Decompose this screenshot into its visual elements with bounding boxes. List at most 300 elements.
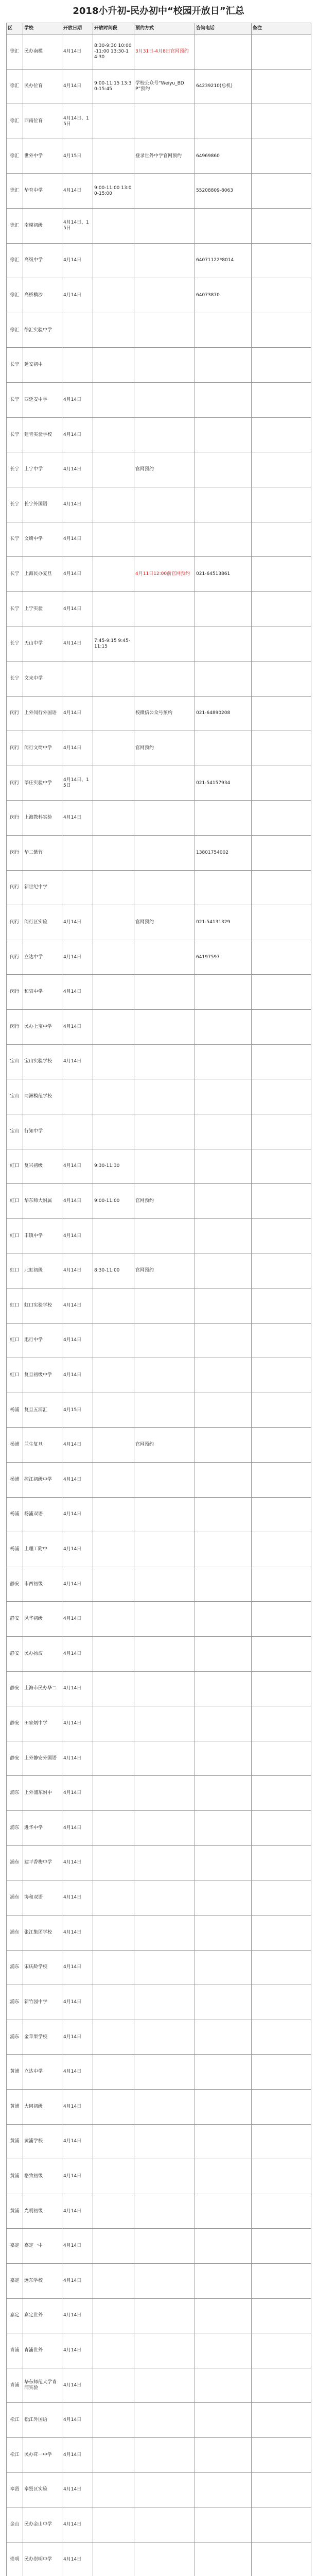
cell-date: 4月14日 <box>62 2159 93 2194</box>
cell-phone <box>195 1671 252 1706</box>
cell-date: 4月14日 <box>62 591 93 626</box>
table-row <box>7 452 311 487</box>
cell-note <box>252 557 311 592</box>
cell-time <box>93 1776 134 1811</box>
cell-reserve <box>134 1671 195 1706</box>
cell-reserve: 官网预约 <box>134 452 195 487</box>
cell-date: 4月14日 <box>62 1149 93 1184</box>
cell-note <box>252 348 311 383</box>
cell-time <box>93 591 134 626</box>
cell-district: 杨浦 <box>7 1428 23 1463</box>
cell-note <box>252 1218 311 1253</box>
cell-school: 张江集团学校 <box>23 1915 62 1950</box>
cell-district: 黄浦 <box>7 2124 23 2159</box>
cell-time <box>93 2055 134 2090</box>
cell-reserve <box>134 1079 195 1114</box>
cell-time: 8:30-11:00 <box>93 1253 134 1289</box>
cell-time <box>93 1532 134 1567</box>
cell-time <box>93 1288 134 1323</box>
cell-phone: 64969860 <box>195 139 252 174</box>
cell-time <box>93 801 134 836</box>
cell-school: 金苹果学校 <box>23 2020 62 2055</box>
table-row <box>7 522 311 557</box>
cell-date: 4月14日 <box>62 2542 93 2576</box>
table-row <box>7 2507 311 2543</box>
cell-time <box>93 139 134 174</box>
cell-date: 4月14日 <box>62 1741 93 1776</box>
cell-note <box>252 1288 311 1323</box>
cell-time <box>93 2507 134 2543</box>
cell-phone <box>195 1637 252 1672</box>
cell-school: 西南位育 <box>23 104 62 139</box>
cell-note <box>252 278 311 313</box>
cell-district: 徐汇 <box>7 139 23 174</box>
cell-district: 奉贤 <box>7 2472 23 2507</box>
cell-school: 立达中学 <box>23 940 62 975</box>
cell-district: 松江 <box>7 2403 23 2438</box>
cell-reserve <box>134 2089 195 2124</box>
cell-note <box>252 2089 311 2124</box>
cell-reserve <box>134 836 195 871</box>
cell-reserve <box>134 313 195 348</box>
cell-school: 民办南模 <box>23 35 62 70</box>
cell-time <box>93 940 134 975</box>
cell-reserve: 4月11日12:00前官网预约 <box>134 557 195 592</box>
table-row <box>7 1079 311 1114</box>
cell-district: 静安 <box>7 1602 23 1637</box>
cell-date: 4月14日 <box>62 1706 93 1741</box>
cell-school: 高级中学 <box>23 243 62 278</box>
cell-note <box>252 696 311 731</box>
cell-phone <box>195 313 252 348</box>
cell-reserve <box>134 104 195 139</box>
table-row <box>7 1497 311 1532</box>
cell-school: 和衷中学 <box>23 975 62 1010</box>
cell-school: 上海民办复旦 <box>23 557 62 592</box>
cell-school: 上外闵行外国语 <box>23 696 62 731</box>
cell-school: 市西初级 <box>23 1567 62 1602</box>
cell-date: 4月14日 <box>62 696 93 731</box>
cell-date <box>62 1079 93 1114</box>
cell-time <box>93 1985 134 2020</box>
cell-date <box>62 661 93 696</box>
cell-time <box>93 1880 134 1916</box>
cell-reserve <box>134 801 195 836</box>
cell-reserve <box>134 2194 195 2229</box>
cell-district: 静安 <box>7 1637 23 1672</box>
cell-date: 4月14日 <box>62 278 93 313</box>
header-cell: 开放时间段 <box>93 23 134 35</box>
cell-note <box>252 2368 311 2403</box>
cell-district: 闵行 <box>7 975 23 1010</box>
cell-district: 金山 <box>7 2507 23 2543</box>
cell-phone <box>195 2542 252 2576</box>
cell-reserve <box>134 417 195 452</box>
cell-date: 4月14日 <box>62 2264 93 2299</box>
cell-phone: 64071122*8014 <box>195 243 252 278</box>
cell-reserve <box>134 1218 195 1253</box>
cell-time <box>93 557 134 592</box>
cell-district: 黄浦 <box>7 2194 23 2229</box>
cell-date: 4月14日 <box>62 2368 93 2403</box>
cell-reserve <box>134 1149 195 1184</box>
table-row <box>7 2368 311 2403</box>
table-row <box>7 1288 311 1323</box>
cell-school: 南模初级 <box>23 209 62 244</box>
table-row <box>7 1114 311 1149</box>
cell-school: 文绮中学 <box>23 522 62 557</box>
cell-school: 建青实验学校 <box>23 417 62 452</box>
cell-district: 闵行 <box>7 870 23 905</box>
cell-note <box>252 2333 311 2368</box>
cell-time <box>93 209 134 244</box>
cell-date: 4月14日 <box>62 1915 93 1950</box>
cell-phone <box>195 2438 252 2473</box>
cell-time <box>93 278 134 313</box>
cell-date: 4月14日 <box>62 1044 93 1079</box>
table-row <box>7 35 311 70</box>
cell-time <box>93 2159 134 2194</box>
cell-time <box>93 731 134 766</box>
cell-date: 4月14日 <box>62 1845 93 1880</box>
cell-note <box>252 2194 311 2229</box>
cell-reserve <box>134 1880 195 1916</box>
table-body <box>7 35 311 2576</box>
cell-date: 4月14日 <box>62 1880 93 1916</box>
cell-district: 闵行 <box>7 836 23 871</box>
cell-date: 4月14日 <box>62 2472 93 2507</box>
table-row <box>7 1602 311 1637</box>
cell-date: 4月14日 <box>62 1637 93 1672</box>
table-row <box>7 2264 311 2299</box>
cell-phone <box>195 348 252 383</box>
table-row <box>7 2020 311 2055</box>
cell-note <box>252 731 311 766</box>
table-row <box>7 243 311 278</box>
cell-phone <box>195 2403 252 2438</box>
cell-time: 7:45-9:15 9:45-11:15 <box>93 626 134 662</box>
cell-school: 杨浦双语 <box>23 1497 62 1532</box>
cell-school: 华育中学 <box>23 174 62 209</box>
cell-district: 徐汇 <box>7 69 23 104</box>
cell-phone <box>195 452 252 487</box>
cell-time <box>93 243 134 278</box>
cell-note <box>252 2438 311 2473</box>
cell-note <box>252 626 311 662</box>
cell-date: 4月14日 <box>62 1010 93 1045</box>
table-row <box>7 1393 311 1428</box>
cell-school: 田家炳中学 <box>23 1706 62 1741</box>
cell-date: 4月14日 <box>62 1218 93 1253</box>
cell-school: 宝山实验学校 <box>23 1044 62 1079</box>
cell-school: 上理工附中 <box>23 1532 62 1567</box>
table-row <box>7 2438 311 2473</box>
cell-phone <box>195 870 252 905</box>
cell-note <box>252 766 311 801</box>
cell-district: 闵行 <box>7 905 23 940</box>
cell-phone <box>195 2055 252 2090</box>
cell-reserve: 学校公众号“Weiyu_BDP”预约 <box>134 69 195 104</box>
cell-school: 徐汇实验中学 <box>23 313 62 348</box>
cell-phone <box>195 2124 252 2159</box>
table-row <box>7 1776 311 1811</box>
cell-reserve <box>134 2229 195 2264</box>
cell-date: 4月14日 <box>62 2333 93 2368</box>
cell-reserve <box>134 1741 195 1776</box>
cell-district: 嘉定 <box>7 2229 23 2264</box>
cell-reserve <box>134 2542 195 2576</box>
cell-school: 复兴初级 <box>23 1149 62 1184</box>
cell-time <box>93 766 134 801</box>
cell-date: 4月14日 <box>62 383 93 418</box>
cell-district: 嘉定 <box>7 2298 23 2333</box>
cell-school: 华东师大附属 <box>23 1184 62 1219</box>
cell-time <box>93 661 134 696</box>
cell-phone <box>195 522 252 557</box>
cell-note <box>252 2403 311 2438</box>
cell-phone <box>195 2229 252 2264</box>
cell-school: 奉贤区实验 <box>23 2472 62 2507</box>
cell-reserve <box>134 487 195 522</box>
cell-phone <box>195 1532 252 1567</box>
cell-district: 青浦 <box>7 2333 23 2368</box>
cell-phone: 64073870 <box>195 278 252 313</box>
cell-note <box>252 1532 311 1567</box>
cell-district: 浦东 <box>7 2020 23 2055</box>
cell-time <box>93 2264 134 2299</box>
cell-district: 青浦 <box>7 2368 23 2403</box>
cell-reserve <box>134 174 195 209</box>
cell-time <box>93 2229 134 2264</box>
table-row <box>7 1950 311 1985</box>
cell-time <box>93 1393 134 1428</box>
table-row <box>7 1532 311 1567</box>
cell-reserve: 校微信公众号预约 <box>134 696 195 731</box>
cell-time <box>93 1497 134 1532</box>
header-cell: 备注 <box>252 23 311 35</box>
cell-district: 闵行 <box>7 1010 23 1045</box>
cell-school: 宋庆龄学校 <box>23 1950 62 1985</box>
cell-reserve <box>134 661 195 696</box>
table-row <box>7 591 311 626</box>
cell-note <box>252 661 311 696</box>
cell-date: 4月14日 <box>62 243 93 278</box>
table-row <box>7 209 311 244</box>
cell-date: 4月14日 <box>62 1288 93 1323</box>
cell-date: 4月14日 <box>62 417 93 452</box>
cell-phone <box>195 1497 252 1532</box>
cell-district: 虹口 <box>7 1323 23 1358</box>
cell-school: 控江初级中学 <box>23 1462 62 1497</box>
cell-note <box>252 1497 311 1532</box>
table-row <box>7 2194 311 2229</box>
cell-reserve <box>134 1323 195 1358</box>
cell-phone <box>195 591 252 626</box>
cell-reserve <box>134 1602 195 1637</box>
cell-phone <box>195 1602 252 1637</box>
cell-reserve <box>134 940 195 975</box>
cell-note <box>252 975 311 1010</box>
cell-district: 徐汇 <box>7 104 23 139</box>
cell-school: 远东学校 <box>23 2264 62 2299</box>
table-row <box>7 1253 311 1289</box>
cell-time <box>93 870 134 905</box>
cell-reserve <box>134 1706 195 1741</box>
cell-school: 光明初级 <box>23 2194 62 2229</box>
cell-time <box>93 1706 134 1741</box>
cell-district: 浦东 <box>7 1811 23 1846</box>
cell-date: 4月14日 <box>62 1985 93 2020</box>
cell-reserve <box>134 209 195 244</box>
cell-time <box>93 2089 134 2124</box>
cell-time <box>93 975 134 1010</box>
cell-note <box>252 1044 311 1079</box>
cell-date: 4月14日 <box>62 1358 93 1393</box>
cell-reserve <box>134 278 195 313</box>
cell-school: 同洲模范学校 <box>23 1079 62 1114</box>
cell-district: 长宁 <box>7 557 23 592</box>
cell-time <box>93 383 134 418</box>
page-title: 2018小升初-民办初中“校园开放日”汇总 <box>73 6 244 16</box>
cell-time <box>93 1010 134 1045</box>
cell-district: 长宁 <box>7 383 23 418</box>
cell-date <box>62 836 93 871</box>
cell-reserve <box>134 1393 195 1428</box>
cell-phone <box>195 209 252 244</box>
table-row <box>7 313 311 348</box>
cell-phone <box>195 2507 252 2543</box>
school-schedule-table <box>6 23 311 2576</box>
cell-note <box>252 243 311 278</box>
cell-note <box>252 417 311 452</box>
cell-date: 4月15日 <box>62 139 93 174</box>
cell-phone <box>195 2264 252 2299</box>
table-row <box>7 1671 311 1706</box>
cell-date: 4月14日 <box>62 975 93 1010</box>
cell-note <box>252 209 311 244</box>
cell-date: 4月14日 <box>62 35 93 70</box>
cell-school: 松江外国语 <box>23 2403 62 2438</box>
cell-time <box>93 905 134 940</box>
cell-district: 长宁 <box>7 591 23 626</box>
table-row <box>7 1985 311 2020</box>
table-row <box>7 696 311 731</box>
table-row <box>7 626 311 662</box>
cell-district: 杨浦 <box>7 1497 23 1532</box>
table-row <box>7 870 311 905</box>
cell-district: 长宁 <box>7 452 23 487</box>
cell-reserve <box>134 870 195 905</box>
table-row <box>7 1358 311 1393</box>
cell-note <box>252 104 311 139</box>
cell-district: 浦东 <box>7 1845 23 1880</box>
cell-district: 徐汇 <box>7 278 23 313</box>
cell-district: 闵行 <box>7 940 23 975</box>
cell-note <box>252 1706 311 1741</box>
table-row <box>7 1637 311 1672</box>
cell-phone <box>195 1741 252 1776</box>
cell-phone <box>195 1428 252 1463</box>
cell-phone <box>195 1985 252 2020</box>
cell-school: 格致初级 <box>23 2159 62 2194</box>
cell-district: 静安 <box>7 1741 23 1776</box>
cell-phone <box>195 1184 252 1219</box>
cell-district: 徐汇 <box>7 209 23 244</box>
cell-time: 9:00-11:15 13:30-15:45 <box>93 69 134 104</box>
table-row <box>7 661 311 696</box>
cell-school: 嘉定一中 <box>23 2229 62 2264</box>
cell-phone <box>195 2368 252 2403</box>
cell-district: 长宁 <box>7 626 23 662</box>
cell-district: 闵行 <box>7 801 23 836</box>
cell-school: 长宁外国语 <box>23 487 62 522</box>
cell-school: 民办上宝中学 <box>23 1010 62 1045</box>
cell-reserve: 登录世外中学官网预约 <box>134 139 195 174</box>
cell-time <box>93 2124 134 2159</box>
table-row <box>7 1915 311 1950</box>
cell-phone <box>195 1880 252 1916</box>
cell-time <box>93 104 134 139</box>
cell-district: 崇明 <box>7 2542 23 2576</box>
cell-reserve <box>134 522 195 557</box>
cell-note <box>252 1915 311 1950</box>
cell-phone <box>195 1706 252 1741</box>
cell-district: 长宁 <box>7 487 23 522</box>
cell-school: 丰镇中学 <box>23 1218 62 1253</box>
cell-date: 4月14日 <box>62 2055 93 2090</box>
cell-reserve: 官网预约 <box>134 1184 195 1219</box>
cell-time <box>93 522 134 557</box>
cell-district: 静安 <box>7 1567 23 1602</box>
cell-school: 文来中学 <box>23 661 62 696</box>
cell-school: 新世纪中学 <box>23 870 62 905</box>
table-row <box>7 2159 311 2194</box>
cell-date: 4月14日 <box>62 2020 93 2055</box>
cell-school: 民办茸一中学 <box>23 2438 62 2473</box>
cell-date: 4月14日 <box>62 2194 93 2229</box>
cell-school: 民办位育 <box>23 69 62 104</box>
cell-phone <box>195 2020 252 2055</box>
cell-reserve <box>134 1358 195 1393</box>
cell-reserve <box>134 2403 195 2438</box>
cell-school: 大同初级 <box>23 2089 62 2124</box>
table-row <box>7 104 311 139</box>
cell-date: 4月14日 <box>62 452 93 487</box>
cell-note <box>252 1602 311 1637</box>
cell-school: 高桥横沙 <box>23 278 62 313</box>
cell-district: 杨浦 <box>7 1532 23 1567</box>
cell-school: 民办扬波 <box>23 1637 62 1672</box>
table-row <box>7 557 311 592</box>
cell-date: 4月14日 <box>62 2089 93 2124</box>
cell-reserve <box>134 2472 195 2507</box>
cell-reserve <box>134 1114 195 1149</box>
cell-note <box>252 1149 311 1184</box>
cell-phone <box>195 1393 252 1428</box>
cell-note <box>252 139 311 174</box>
cell-reserve: 官网预约 <box>134 905 195 940</box>
cell-time: 9:00-11:00 13:00-15:00 <box>93 174 134 209</box>
cell-phone <box>195 1010 252 1045</box>
table-row <box>7 278 311 313</box>
cell-district: 虹口 <box>7 1149 23 1184</box>
cell-reserve <box>134 1010 195 1045</box>
cell-time: 8:30-9:30 10:00-11:00 13:30-14:30 <box>93 35 134 70</box>
cell-phone <box>195 35 252 70</box>
cell-time <box>93 2298 134 2333</box>
cell-reserve <box>134 1567 195 1602</box>
cell-district: 静安 <box>7 1671 23 1706</box>
